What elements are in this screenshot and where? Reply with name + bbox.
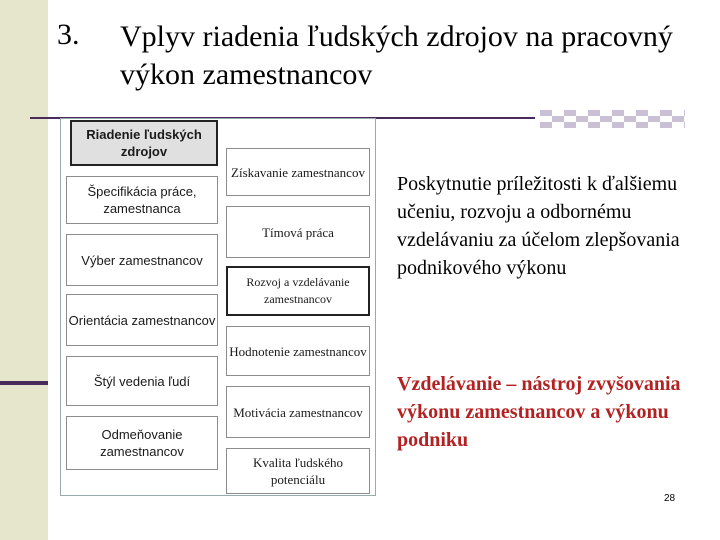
diagram-left-box-1 [66,176,218,224]
diagram-right-box-3 [226,266,370,316]
left-accent-bar [0,381,48,385]
slide-title: Vplyv riadenia ľudských zdrojov na pracovný výkon zamestnancov [120,20,673,91]
slide-number: 3. [57,18,80,51]
diagram-left-label-2: Výber zamestnancov [81,252,203,268]
diagram-left-box-2 [66,234,218,286]
diagram-root-label: Riadenie ľudských zdrojov [86,127,202,159]
diagram-left-box-4 [66,356,218,406]
diagram-right-box-4 [226,326,370,376]
opportunity-text: Poskytnutie príležitosti k ďalšiemu učeniu, rozvoju a odbornému vzdelávaniu za účelom zlepšovania podnikového výkonu [397,173,680,279]
diagram-left-box-5 [66,416,218,470]
diagram-right-box-6 [226,448,370,494]
diagram-right-label-4: Hodnotenie zamestnancov [229,343,367,359]
diagram-right-label-3: Rozvoj a vzdelávanie zamestnancov [246,275,350,306]
diagram-left-label-1: Špecifikácia práce, zamestnanca [87,184,197,216]
page-number: 28 [664,493,676,504]
diagram-right-box-5 [226,386,370,438]
diagram-left-box-3 [66,294,218,346]
diagram-right-box-2 [226,206,370,258]
diagram-right-label-2: Tímová práca [262,224,334,240]
left-decorative-band [0,0,48,540]
diagram-right-label-5: Motivácia zamestnancov [233,404,363,420]
decorative-checker-pattern [540,110,685,128]
diagram-root-box [70,120,218,166]
education-tool-text: Vzdelávanie – nástroj zvyšovania výkonu zamestnancov a výkonu podniku [397,373,681,451]
diagram-right-label-1: Získavanie zamestnancov [231,164,365,180]
diagram-left-label-4: Štýl vedenia ľudí [93,373,191,389]
diagram-right-box-1 [226,148,370,196]
diagram-left-label-5: Odmeňovanie zamestnancov [100,427,184,459]
diagram-right-label-6: Kvalita ľudského potenciálu [252,455,344,487]
hrm-diagram [60,118,380,498]
diagram-left-label-3: Orientácia zamestnancov [68,312,216,328]
